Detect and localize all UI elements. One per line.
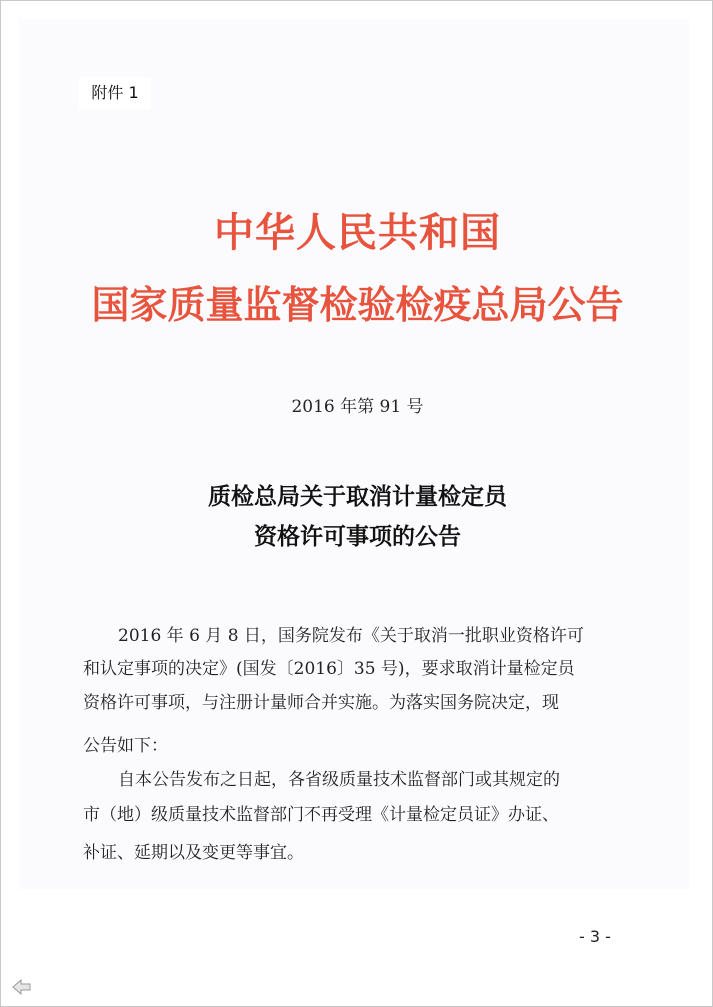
body-line-5: 自本公告发布之日起，各省级质量技术监督部门或其规定的 bbox=[118, 770, 560, 790]
body-line-4: 公告如下： bbox=[83, 736, 168, 756]
page-number: - 3 - bbox=[579, 927, 611, 946]
body-line-3: 资格许可事项，与注册计量师合并实施。为落实国务院决定，现 bbox=[83, 693, 559, 713]
body-line-6: 市（地）级质量技术监督部门不再受理《计量检定员证》办证、 bbox=[83, 805, 559, 825]
attachment-label: 附件 1 bbox=[79, 77, 151, 109]
previous-page-button[interactable] bbox=[11, 977, 33, 997]
left-arrow-icon bbox=[11, 977, 33, 997]
announcement-title-line-1: 质检总局关于取消计量检定员 bbox=[208, 483, 507, 510]
body-line-2: 和认定事项的决定》(国发〔2016〕35 号)，要求取消计量检定员 bbox=[83, 659, 575, 679]
announcement-title-line-2: 资格许可事项的公告 bbox=[254, 523, 461, 550]
header-agency-name: 国家质量监督检验检疫总局公告 bbox=[91, 283, 624, 327]
scanned-page-area bbox=[19, 19, 689, 889]
document-number: 2016 年第 91 号 bbox=[291, 397, 424, 417]
header-country-name: 中华人民共和国 bbox=[214, 210, 501, 256]
body-line-7: 补证、延期以及变更等事宜。 bbox=[83, 843, 304, 863]
body-line-1: 2016 年 6 月 8 日，国务院发布《关于取消一批职业资格许可 bbox=[118, 626, 584, 646]
